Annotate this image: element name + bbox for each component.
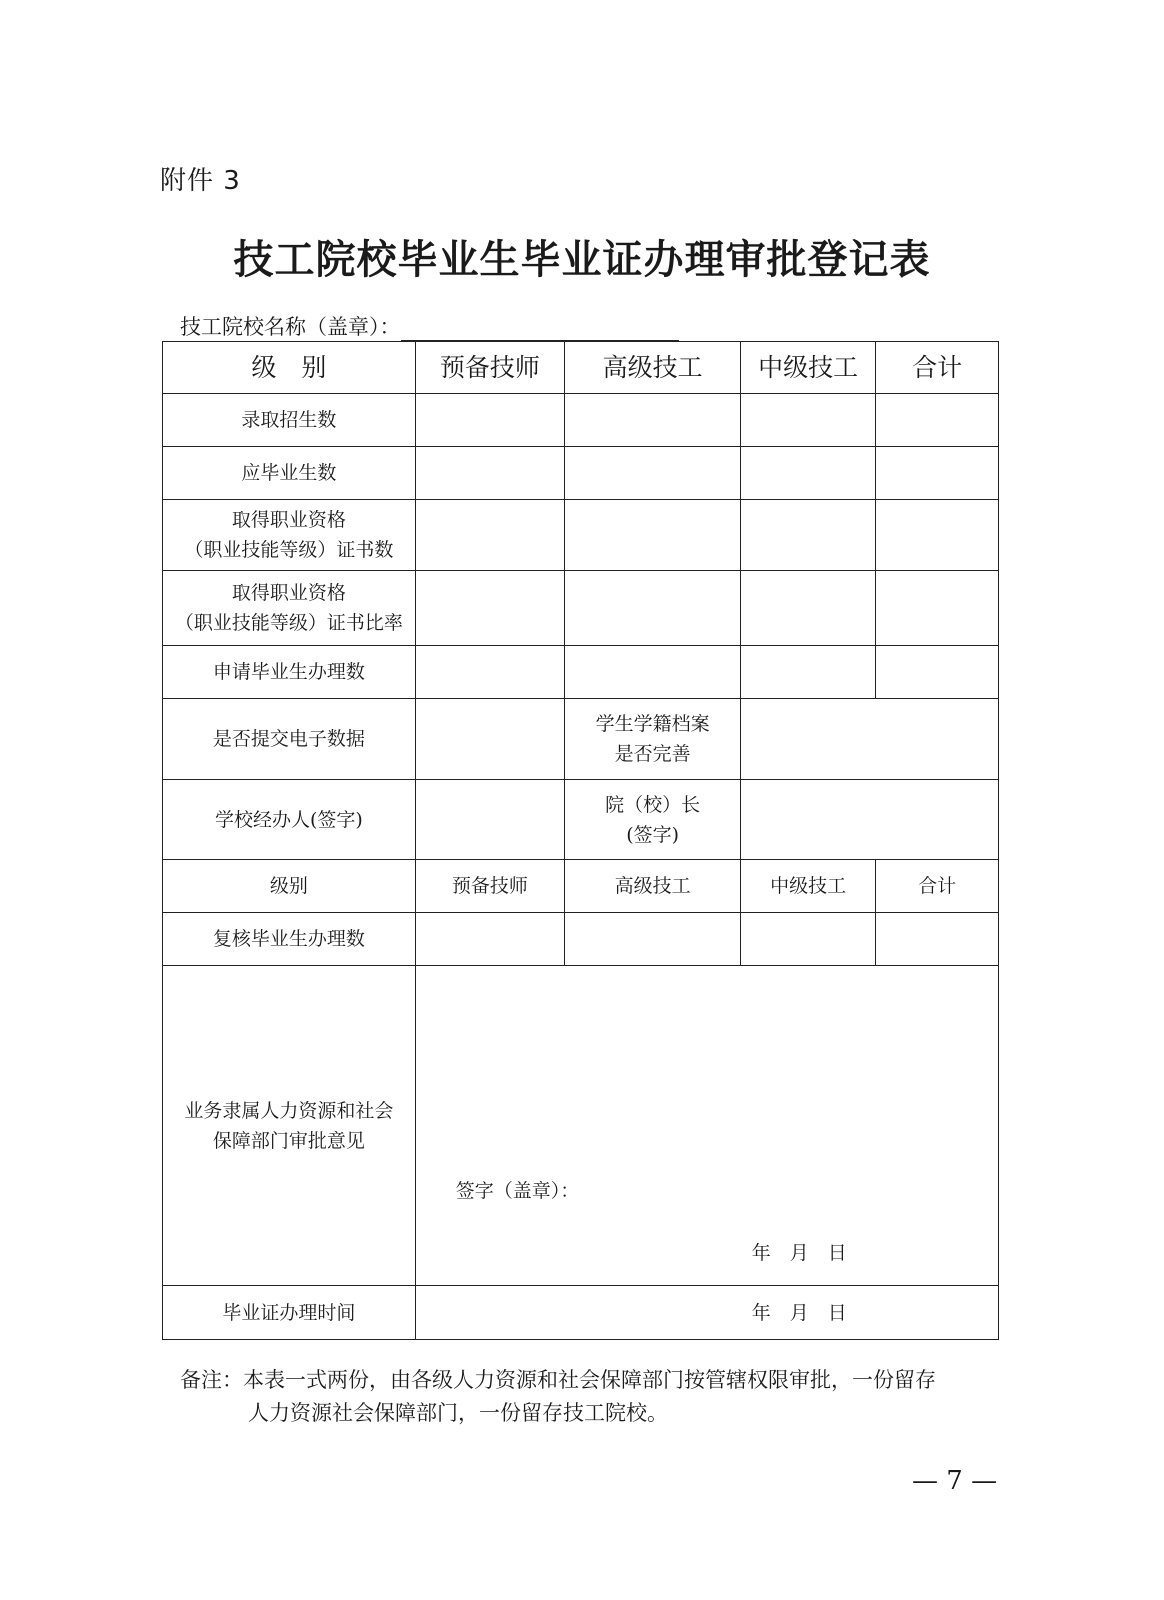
cell-empty[interactable] xyxy=(565,646,741,699)
row-label-cert-rate xyxy=(163,571,416,646)
cell-empty[interactable] xyxy=(565,394,741,447)
cell-empty[interactable] xyxy=(565,447,741,500)
row-label-handler: 学校经办人(签字) xyxy=(163,780,416,860)
label-line: 保障部门审批意见 xyxy=(212,1129,365,1152)
table-row xyxy=(163,1286,999,1340)
table-subheader-row xyxy=(163,860,999,913)
cell-empty[interactable] xyxy=(415,699,564,780)
label-president xyxy=(565,780,741,860)
subheader-level: 级别 xyxy=(163,860,416,913)
subheader-intermediate: 中级技工 xyxy=(741,860,876,913)
table-row xyxy=(163,571,999,646)
header-level: 级 别 xyxy=(163,342,416,394)
cell-empty[interactable] xyxy=(876,913,999,966)
row-label-line: （职业技能等级）证书比率 xyxy=(174,612,403,634)
table-row xyxy=(163,913,999,966)
registration-table xyxy=(162,341,999,1340)
cell-empty[interactable] xyxy=(741,447,876,500)
row-label-expected-grads: 应毕业生数 xyxy=(163,447,416,500)
subheader-technician: 预备技师 xyxy=(415,860,564,913)
label-line: 业务隶属人力资源和社会 xyxy=(184,1099,394,1122)
label-line: 是否完善 xyxy=(614,743,691,765)
cell-empty[interactable] xyxy=(415,394,564,447)
note-line: 备注：本表一式两份，由各级人力资源和社会保障部门按管辖权限审批，一份留存 xyxy=(180,1368,936,1392)
cell-empty[interactable] xyxy=(415,447,564,500)
row-label-cert-time: 毕业证办理时间 xyxy=(163,1286,416,1340)
header-senior: 高级技工 xyxy=(565,342,741,394)
note xyxy=(180,1364,1000,1430)
cell-empty[interactable] xyxy=(415,500,564,571)
cell-empty[interactable] xyxy=(741,699,999,780)
header-total: 合计 xyxy=(876,342,999,394)
label-archive-complete xyxy=(565,699,741,780)
header-technician: 预备技师 xyxy=(415,342,564,394)
school-name-label: 技工院校名称（盖章）： xyxy=(180,315,401,339)
header-intermediate: 中级技工 xyxy=(741,342,876,394)
page-number: — 7 — xyxy=(912,1466,998,1496)
row-label-dept-opinion xyxy=(163,966,416,1286)
cell-empty[interactable] xyxy=(741,571,876,646)
label-line: (签字) xyxy=(626,823,680,846)
cell-empty[interactable] xyxy=(565,913,741,966)
cell-empty[interactable] xyxy=(741,394,876,447)
table-row xyxy=(163,966,999,1286)
cell-empty[interactable] xyxy=(565,500,741,571)
row-label-line: 取得职业资格 xyxy=(231,509,346,531)
cell-empty[interactable] xyxy=(876,394,999,447)
cell-empty[interactable] xyxy=(741,780,999,860)
table-row xyxy=(163,646,999,699)
cell-empty[interactable] xyxy=(415,571,564,646)
row-label-apply-count: 申请毕业生办理数 xyxy=(163,646,416,699)
school-name-line xyxy=(180,311,679,341)
cell-empty[interactable] xyxy=(415,780,564,860)
row-label-enrolled: 录取招生数 xyxy=(163,394,416,447)
table-row xyxy=(163,500,999,571)
subheader-senior: 高级技工 xyxy=(565,860,741,913)
opinion-cell[interactable] xyxy=(415,966,998,1286)
label-line: 学生学籍档案 xyxy=(595,713,710,735)
row-label-review-count: 复核毕业生办理数 xyxy=(163,913,416,966)
row-label-line: （职业技能等级）证书数 xyxy=(184,539,394,561)
row-label-line: 取得职业资格 xyxy=(231,582,346,604)
cell-empty[interactable] xyxy=(415,646,564,699)
row-label-electronic-data: 是否提交电子数据 xyxy=(163,699,416,780)
cell-empty[interactable] xyxy=(876,646,999,699)
label-line: 院（校）长 xyxy=(605,793,701,816)
cell-empty[interactable] xyxy=(565,571,741,646)
table-row xyxy=(163,447,999,500)
subheader-total: 合计 xyxy=(876,860,999,913)
attachment-label: 附件 3 xyxy=(160,166,241,196)
cert-time-date[interactable]: 年 月 日 xyxy=(415,1286,998,1340)
sign-stamp-label: 签字（盖章）： xyxy=(455,1180,580,1202)
opinion-date: 年 月 日 xyxy=(751,1242,847,1264)
cell-empty[interactable] xyxy=(415,913,564,966)
note-line: 人力资源社会保障部门，一份留存技工院校。 xyxy=(248,1401,668,1425)
cell-empty[interactable] xyxy=(741,500,876,571)
cell-empty[interactable] xyxy=(876,500,999,571)
cell-empty[interactable] xyxy=(741,646,876,699)
cell-empty[interactable] xyxy=(876,571,999,646)
table-row xyxy=(163,699,999,780)
row-label-cert-count xyxy=(163,500,416,571)
page-title: 技工院校毕业生毕业证办理审批登记表 xyxy=(233,237,931,283)
table-row xyxy=(163,780,999,860)
table-header-row xyxy=(163,342,999,394)
school-name-blank xyxy=(401,318,679,341)
table-row xyxy=(163,394,999,447)
cell-empty[interactable] xyxy=(876,447,999,500)
cell-empty[interactable] xyxy=(741,913,876,966)
